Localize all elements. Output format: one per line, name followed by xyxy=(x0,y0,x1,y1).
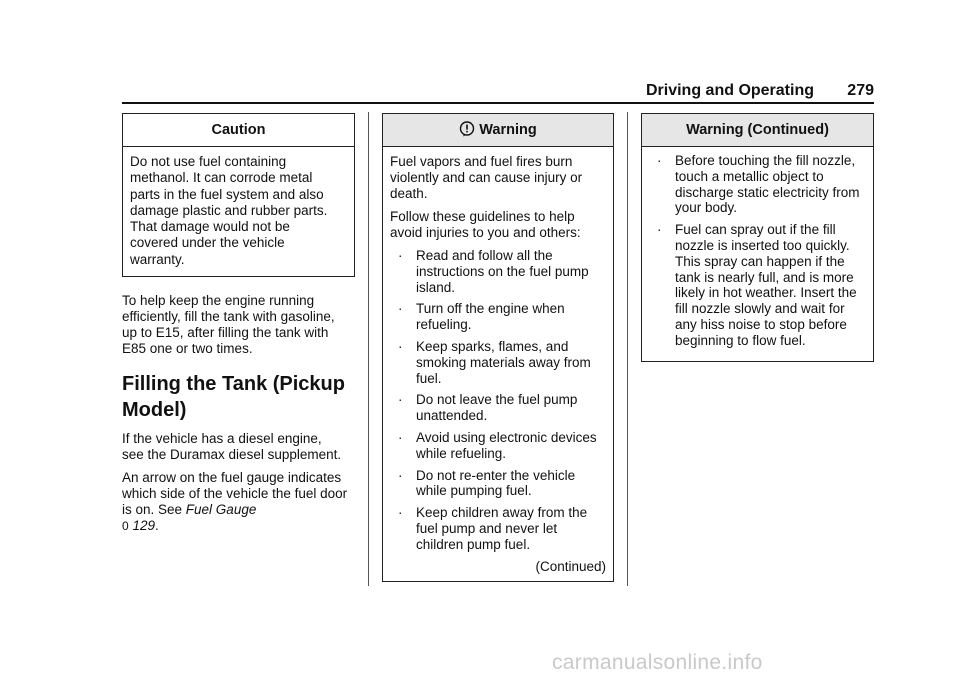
list-item: · Avoid using electronic devices while refueling. xyxy=(398,429,597,461)
fuel-gauge-page-ref[interactable]: 129 xyxy=(132,518,155,534)
warning-intro: Fuel vapors and fuel fires burn violently and can cause injury or death. xyxy=(390,154,583,201)
caution-line: damage plastic and rubber parts. xyxy=(130,202,328,218)
warning-continued-heading: Warning (Continued) xyxy=(642,114,873,147)
warning-continued-box xyxy=(641,113,874,362)
warning-continued-body xyxy=(642,147,873,361)
caution-body xyxy=(123,147,354,276)
watermark: carmanualsonline.info xyxy=(552,651,763,674)
warning-icon xyxy=(459,121,475,137)
gauge-text-end: . xyxy=(154,518,159,534)
left-column xyxy=(122,113,355,541)
caution-line: warranty. xyxy=(130,251,185,267)
caution-line: Do not use fuel containing xyxy=(130,154,287,169)
fuel-paragraph: To help keep the engine running efficiently, fill the tank with gasoline, up to E15, after filling the tank with E85 one or two times. xyxy=(122,293,335,357)
warning-list xyxy=(390,248,606,553)
diesel-paragraph: If the vehicle has a diesel engine, see the Duramax diesel supplement. xyxy=(122,431,342,463)
gauge-text: An arrow on the fuel gauge indicates which side of the vehicle the fuel door is on. See xyxy=(122,470,348,518)
fuel-gauge-paragraph xyxy=(122,470,354,534)
caution-line: methanol. It can corrode metal xyxy=(130,170,313,186)
list-item: · Keep sparks, flames, and smoking materials away from fuel. xyxy=(398,338,591,386)
warning-heading: Warning xyxy=(479,122,537,138)
caution-heading: Caution xyxy=(123,114,354,147)
column-divider-right xyxy=(627,112,628,586)
warning-box xyxy=(382,113,614,582)
section-title: Driving and Operating xyxy=(645,82,814,99)
warning-body xyxy=(383,147,613,581)
page-header xyxy=(122,82,874,104)
continued-label: (Continued) xyxy=(535,558,606,574)
list-item: · Read and follow all the instructions on the fuel pump island. xyxy=(398,248,589,295)
list-item: · Keep children away from the fuel pump and never let children pump fuel. xyxy=(398,505,588,552)
list-item: · Before touching the fill nozzle, touch a metallic object to discharge static electricity from your body. xyxy=(657,153,860,216)
page-number: 279 xyxy=(847,82,874,99)
warning-continued-list xyxy=(649,153,866,349)
fuel-gauge-link[interactable]: Fuel Gauge xyxy=(185,502,257,518)
section-heading: Filling the Tank (Pickup Model) xyxy=(122,373,345,422)
caution-line: covered under the vehicle xyxy=(130,235,285,251)
right-column xyxy=(641,113,874,362)
column-divider-left xyxy=(368,112,369,586)
warning-intro: Follow these guidelines to help avoid injuries to you and others: xyxy=(390,209,581,240)
caution-line: That damage would not be xyxy=(130,219,290,235)
list-item: · Turn off the engine when refueling. xyxy=(398,301,565,333)
caution-box xyxy=(122,113,355,277)
page-ref-icon: 0 xyxy=(122,519,129,534)
list-item: · Do not leave the fuel pump unattended. xyxy=(398,392,578,424)
warning-heading-bar xyxy=(383,114,613,147)
middle-column xyxy=(382,113,614,582)
list-item: · Fuel can spray out if the fill nozzle is inserted too quickly. This spray can happen if the tank is nearly full, and is more likely in hot weather. Insert the fill nozzle slowly and wait for any hiss noise to stop before beginning to flow fuel. xyxy=(657,222,857,348)
list-item: · Do not re-enter the vehicle while pumping fuel. xyxy=(398,467,576,499)
caution-line: parts in the fuel system and also xyxy=(130,186,324,202)
